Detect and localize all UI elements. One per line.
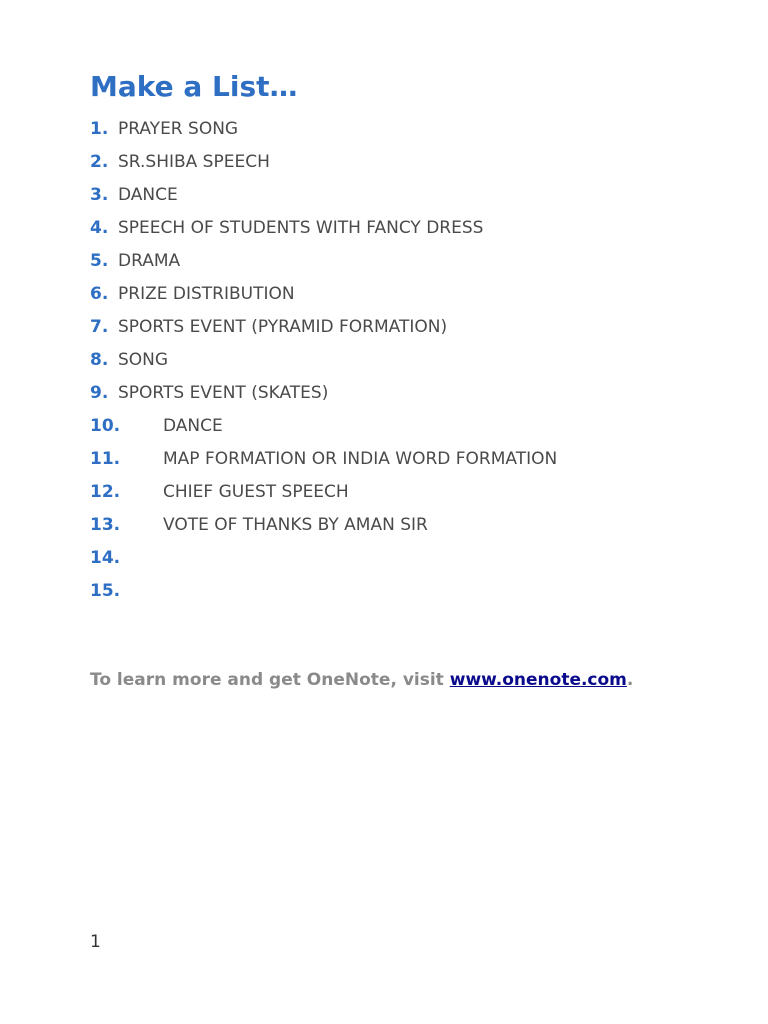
list-item-text: SONG [118, 350, 169, 370]
list-item-text: MAP FORMATION OR INDIA WORD FORMATION [163, 449, 558, 469]
list-item-text: SR.SHIBA SPEECH [118, 152, 270, 172]
list-item-text: SPORTS EVENT (SKATES) [118, 383, 329, 403]
list-item-number: 1. [90, 119, 109, 139]
list-item-number: 13. [90, 515, 121, 535]
list-item-number: 8. [90, 350, 109, 370]
list-item-number: 15. [90, 581, 121, 601]
list-item-number: 7. [90, 317, 109, 337]
list-item-text: SPEECH OF STUDENTS WITH FANCY DRESS [118, 218, 484, 238]
list-item [90, 349, 730, 382]
onenote-promo-text [90, 669, 633, 691]
page-heading: Make a List… [90, 70, 298, 103]
list-item-number: 10. [90, 416, 121, 436]
list-item [90, 481, 730, 514]
list-item [90, 382, 730, 415]
list-item [90, 151, 730, 184]
list-item [90, 448, 730, 481]
list-item-text: DANCE [118, 185, 178, 205]
list-item-number: 14. [90, 548, 121, 568]
list-item-number: 12. [90, 482, 121, 502]
list-item [90, 283, 730, 316]
onenote-link[interactable]: www.onenote.com [449, 670, 627, 690]
list-item-number: 5. [90, 251, 109, 271]
list-item [90, 217, 730, 250]
list-item [90, 580, 730, 613]
list-item-number: 4. [90, 218, 109, 238]
numbered-list [90, 118, 730, 613]
promo-prefix-text: To learn more and get OneNote, visit [90, 670, 450, 690]
list-item-text: CHIEF GUEST SPEECH [163, 482, 349, 502]
list-item-text: SPORTS EVENT (PYRAMID FORMATION) [118, 317, 448, 337]
list-item [90, 547, 730, 580]
list-item [90, 514, 730, 547]
list-item [90, 184, 730, 217]
list-item [90, 415, 730, 448]
list-item-number: 3. [90, 185, 109, 205]
list-item-number: 11. [90, 449, 121, 469]
list-item-text: PRIZE DISTRIBUTION [118, 284, 295, 304]
promo-suffix-text: . [626, 670, 634, 690]
list-item-text: PRAYER SONG [118, 119, 239, 139]
list-item-text: VOTE OF THANKS BY AMAN SIR [163, 515, 428, 535]
list-item-number: 2. [90, 152, 109, 172]
list-item [90, 250, 730, 283]
list-item-text: DRAMA [118, 251, 181, 271]
list-item-text: DANCE [163, 416, 223, 436]
list-item [90, 316, 730, 349]
list-item-number: 9. [90, 383, 109, 403]
page-number: 1 [90, 932, 101, 952]
list-item-number: 6. [90, 284, 109, 304]
list-item [90, 118, 730, 151]
